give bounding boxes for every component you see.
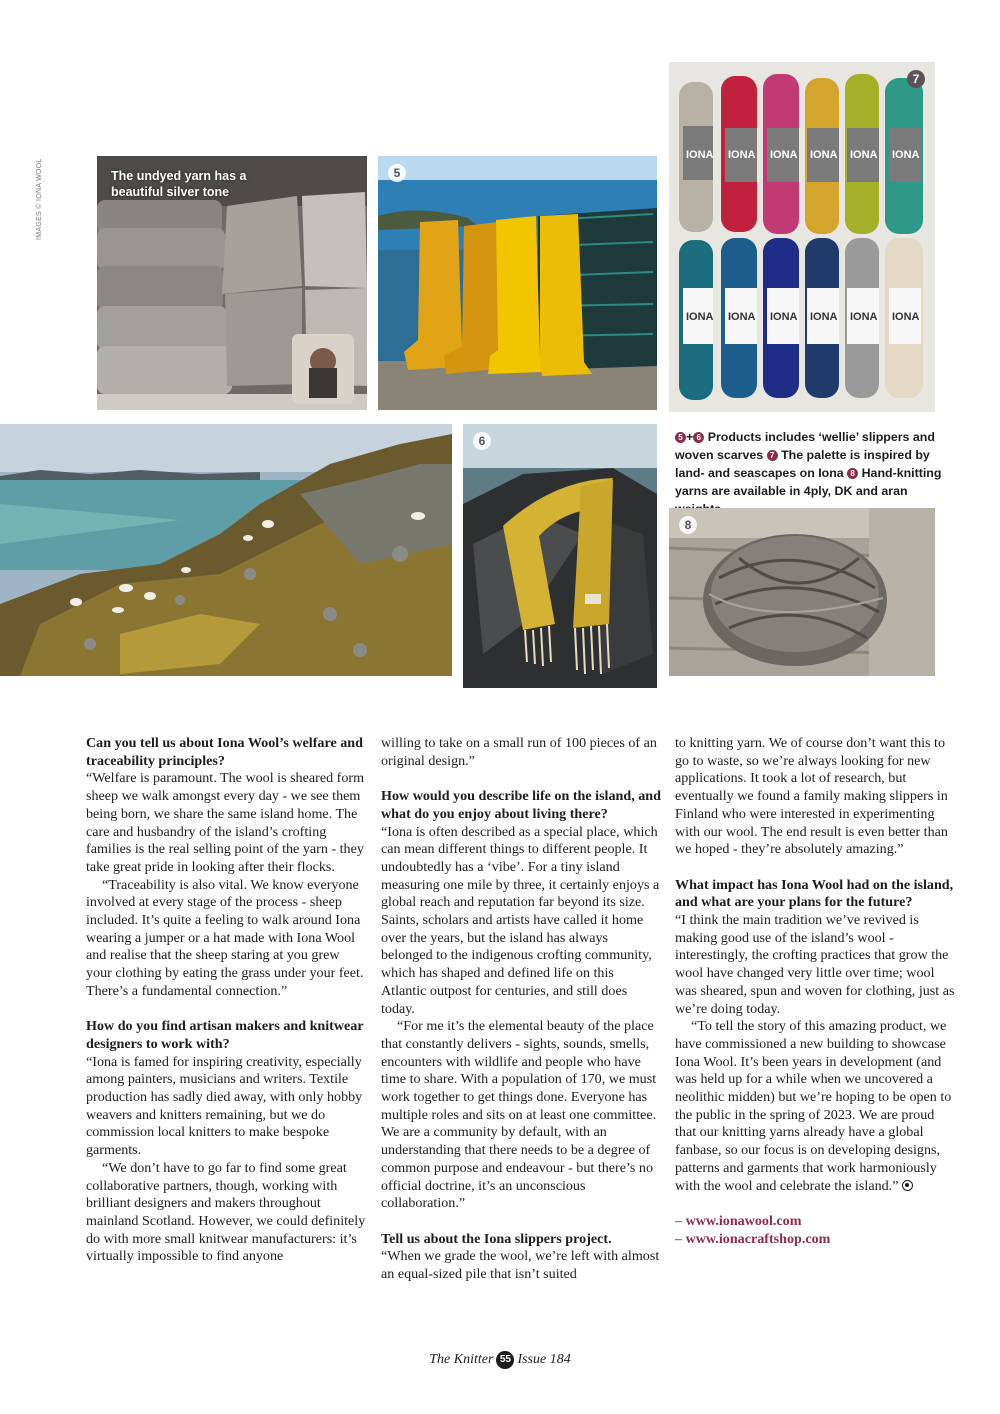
link-dash: – (675, 1212, 686, 1229)
photo-yarn-palette (669, 62, 935, 412)
website-link-craftshop[interactable]: www.ionacraftshop.com (685, 1230, 831, 1247)
photo-number-badge: 8 (679, 516, 697, 534)
photo-undyed-yarn (97, 156, 367, 410)
page-footer (0, 1351, 1000, 1369)
photo-caption: 5 + 6 Products includes ‘wellie’ slippers and woven scarves 7 The palette is inspired by land- and seascapes on Iona 8 Hand-knitting yarns are available in 4ply, DK and aran (675, 428, 953, 518)
yarn-label: IONA (770, 311, 798, 323)
photo-woven-scarf (463, 424, 657, 688)
link-dash: – (675, 1230, 686, 1247)
photo-number-badge: 7 (907, 70, 925, 88)
photo-number-badge: 6 (473, 432, 491, 450)
caption-number: 5 (675, 432, 686, 443)
caption-number: 6 (693, 432, 704, 443)
website-link-row (675, 1213, 955, 1231)
page-number: 55 (496, 1351, 514, 1369)
article-column-1 (86, 735, 366, 1266)
yarn-label: IONA (728, 149, 756, 161)
yarn-label: IONA (686, 311, 714, 323)
caption-text: Hand-knitting yarns are available in 4ply, DK and aran (675, 466, 942, 498)
yarn-label: IONA (770, 149, 798, 161)
question-heading: How do you find artisan makers and knitwear designers to work with? (86, 1018, 364, 1052)
body-paragraph: “Welfare is paramount. The wool is sheared form sheep we walk amongst every day - we see them being born, we share the same island home. The care and husbandry of the island’s crofting families is the real selling point of the yarn - they take great pride in looking after their flocks. (86, 770, 365, 875)
paragraph-text: “To tell the story of this amazing product, we have commissioned a new building to showcase Iona Wool. It’s been years in development (and was held up for a while when we uncovered a neolithic midden) but we’re hoping to be open to the public in the spring of 2023. We are proud that our knitting yarns already have a global fanbase, so our focus is on developing designs, patterns and garments that work harmoniously with the wool and celebrate the island.” (675, 1018, 952, 1194)
body-paragraph: “For me it’s the elemental beauty of the place that constantly delivers - sights, sounds, smells, encounters with wildlife and people who have time to share. With a population of 170, we must work together to get things done. Everyone has multiple roles and sits on at least one committee. We are a community by default, with an understanding that there needs to be a degree of common purpose and endeavour - but there’s no official doctrine, it’s an unconscious collaboration.” (381, 1018, 657, 1212)
question-heading: What impact has Iona Wool had on the island, and what are your plans for the future? (675, 876, 954, 911)
image-credit: IMAGES © IONA WOOL (36, 158, 43, 240)
website-link-ionawool[interactable]: www.ionawool.com (685, 1212, 802, 1229)
body-paragraph: “When we grade the wool, we’re left with almost an equal-sized pile that isn’t suited (381, 1248, 660, 1283)
article-column-2 (381, 735, 661, 1284)
photo-iona-coastline (0, 424, 452, 676)
yarn-label: IONA (892, 311, 920, 323)
question-heading: Tell us about the Iona slippers project. (381, 1230, 612, 1247)
yarn-label: IONA (810, 149, 838, 161)
caption-number: 7 (767, 450, 778, 461)
body-paragraph: willing to take on a small run of 100 pieces of an original design.” (381, 735, 657, 769)
yarn-label: IONA (686, 149, 714, 161)
body-paragraph: “I think the main tradition we’ve revived is making good use of the island’s wool - interestingly, the crofting practices that grow the wool have changed very little over time; wool was sheared, spun and woven for clothing, just as we’re doing today. (675, 912, 955, 1017)
article-column-3 (675, 735, 955, 1248)
body-paragraph (675, 1018, 955, 1195)
photo-wellie-slippers (378, 156, 657, 410)
body-paragraph: “Iona is often described as a special place, which can mean different things to different people. It undoubtedly has a ‘vibe’. For a tiny island measuring one mile by three, it certainly enjoys a global reach and reputation far beyond its size. Saints, scholars and artists have called it home over the years, but the island has always belonged to the indigenous crofting community, which has shaped and defined life on this Atlantic outpost for centuries, and still does today. (381, 823, 660, 1017)
photo-yarn-ball (669, 508, 935, 676)
yarn-label: IONA (810, 311, 838, 323)
photo-number-badge: 5 (388, 164, 406, 182)
website-link-row (675, 1231, 955, 1249)
yarn-label: IONA (850, 311, 878, 323)
body-paragraph: “Iona is famed for inspiring creativity, especially among painters, musicians and writers. Textile production has sadly died away, with only hobby weavers and knitters remaining, but we do commission local knitters to make bespoke garments. (86, 1053, 363, 1159)
body-paragraph: “We don’t have to go far to find some great collaborative partners, though, working with brilliant designers and makers throughout mainland Scotland. However, we could definitely do with more small knitwear manufacturers: it’s virtually impossible to find anyone (86, 1159, 366, 1265)
caption-text: Products includes ‘wellie’ slippers and woven scarves (675, 430, 935, 462)
question-heading: Can you tell us about Iona Wool’s welfare and traceability principles? (86, 735, 363, 769)
yarn-label: IONA (728, 311, 756, 323)
issue-number: Issue 184 (517, 1352, 571, 1367)
end-mark-icon (902, 1180, 913, 1191)
caption-number: 8 (847, 468, 858, 479)
body-paragraph: “Traceability is also vital. We know everyone involved at every stage of the process - sheep included. It’s quite a feeling to walk around Iona wearing a jumper or a hat made with Iona Wool and realise that the sheep staring at you grew your clothing by eating the grass under your feet. There’s a fundamental connection.” (86, 876, 364, 999)
caption-text: The palette is inspired by land- and seascapes on Iona (675, 448, 930, 480)
photo-overlay-caption: The undyed yarn has a beautiful silver tone (111, 169, 247, 199)
magazine-name: The Knitter (429, 1352, 494, 1367)
body-paragraph: to knitting yarn. We of course don’t want this to go to waste, so we’re always looking for new applications. It took a lot of research, but eventually we found a family making slippers in Finland who were interested in experimenting with our wool. The end result is even better than we hoped - they’re absolutely amazing.” (675, 735, 948, 858)
yarn-label: IONA (892, 149, 920, 161)
yarn-label: IONA (850, 149, 878, 161)
question-heading: How would you describe life on the island, and what do you enjoy about living there? (381, 788, 661, 822)
